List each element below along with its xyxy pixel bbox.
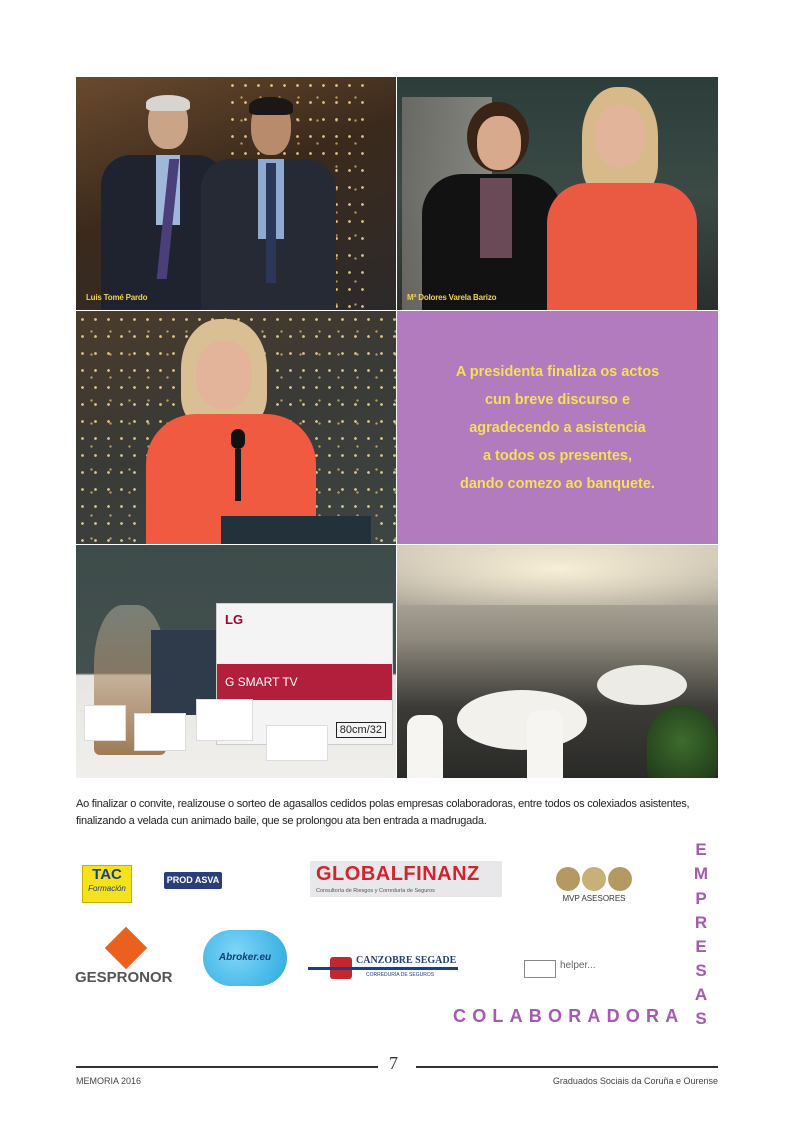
woman-left-figure [412,102,562,310]
abroker-logo-text: Abroker.eu [218,952,272,963]
ceiling-lights [397,545,718,605]
banquet-table [457,690,587,750]
globalfinanz-logo-text: GLOBALFINANZ [316,863,480,885]
vertical-letter: E [695,840,707,859]
quote-line: a todos os presentes, [482,447,633,464]
footer-right-text: Graduados Sociais da Coruña e Ourense [552,1076,718,1086]
gespronor-logo-mark [105,927,147,969]
page-number: 7 [389,1053,398,1073]
canzobre-segade-logo [308,955,458,983]
quote-line: A presidenta finaliza os actos [455,363,660,380]
photo-caption: Mª Dolores Varela Barizo [407,293,497,302]
canzobre-logo-stripe [308,967,458,970]
mvp-logo-caption: MVP ASESORES [562,894,626,903]
body-paragraph: Ao finalizar o convite, realizouse o sorteo de agasallos cedidos polas empresas colaboradoras, entre todos os colexiados asistentes, finalizando a velada cun animado baile, que se prolongou ata ben entrada a madrugada. [76,798,690,827]
abroker-logo [203,930,287,986]
footer-rule-right [416,1066,718,1068]
plant [647,705,717,778]
vertical-letter: R [694,913,708,932]
gespronor-logo [75,933,185,985]
globalfinanz-logo-subtext: Consultoría de Riesgos y Correduría de Seguros [316,888,435,894]
lectern [221,516,371,544]
vertical-letter: P [695,889,707,908]
prodasva-logo [164,872,222,889]
photo-caption: Luis Tomé Pardo [86,293,148,302]
mvp-logo-mark [553,867,635,891]
lg-logo: LG [225,612,244,627]
canzobre-logo-subtext: CORREDURÍA DE SEGUROS [366,972,435,978]
vertical-letter: A [694,985,708,1004]
vertical-letter: S [695,961,707,980]
quote-text [456,358,659,498]
photo-dolores-varela-barizo [397,77,718,310]
microphone [231,429,245,501]
photo-president-speaking [76,311,396,544]
place-cards [76,705,396,765]
woman-right-figure [547,87,697,310]
photo-banquet-hall [397,545,718,778]
gespronor-logo-text: GESPRONOR [75,969,173,986]
man-right-figure [196,97,336,310]
quote-line: agradecendo a asistencia [469,419,646,436]
colaboradoras-heading: COLABORADORA [453,1006,685,1026]
helper-logo [524,958,604,982]
tac-logo-subtext: Formación [88,884,126,893]
quote-line: cun breve discurso e [484,391,631,408]
footer-rule-left [76,1066,378,1068]
helper-logo-mark [524,960,556,978]
quote-panel [397,311,718,544]
prodasva-logo-text: PROD ASVA [166,875,220,885]
photo-luis-tome-pardo [76,77,396,310]
vertical-letter: M [693,864,709,883]
quote-line: dando comezo ao banquete. [460,475,655,492]
chair [527,710,563,778]
vertical-letter: E [695,937,707,956]
mvp-asesores-logo [553,867,635,907]
helper-logo-text: helper... [560,960,596,971]
chair [407,715,443,778]
banquet-table [597,665,687,705]
tac-logo-text: TAC [92,866,122,883]
globalfinanz-logo [310,861,502,897]
photo-raffle-prizes [76,545,396,778]
canzobre-logo-text: CANZOBRE SEGADE [356,955,457,966]
tac-formacion-logo [82,865,132,903]
tv-label: G SMART TV [217,664,392,700]
tv-size-label: 80cm/32 [336,722,386,738]
vertical-letter: S [695,1009,707,1028]
footer-left-text: MEMORIA 2016 [76,1076,142,1086]
